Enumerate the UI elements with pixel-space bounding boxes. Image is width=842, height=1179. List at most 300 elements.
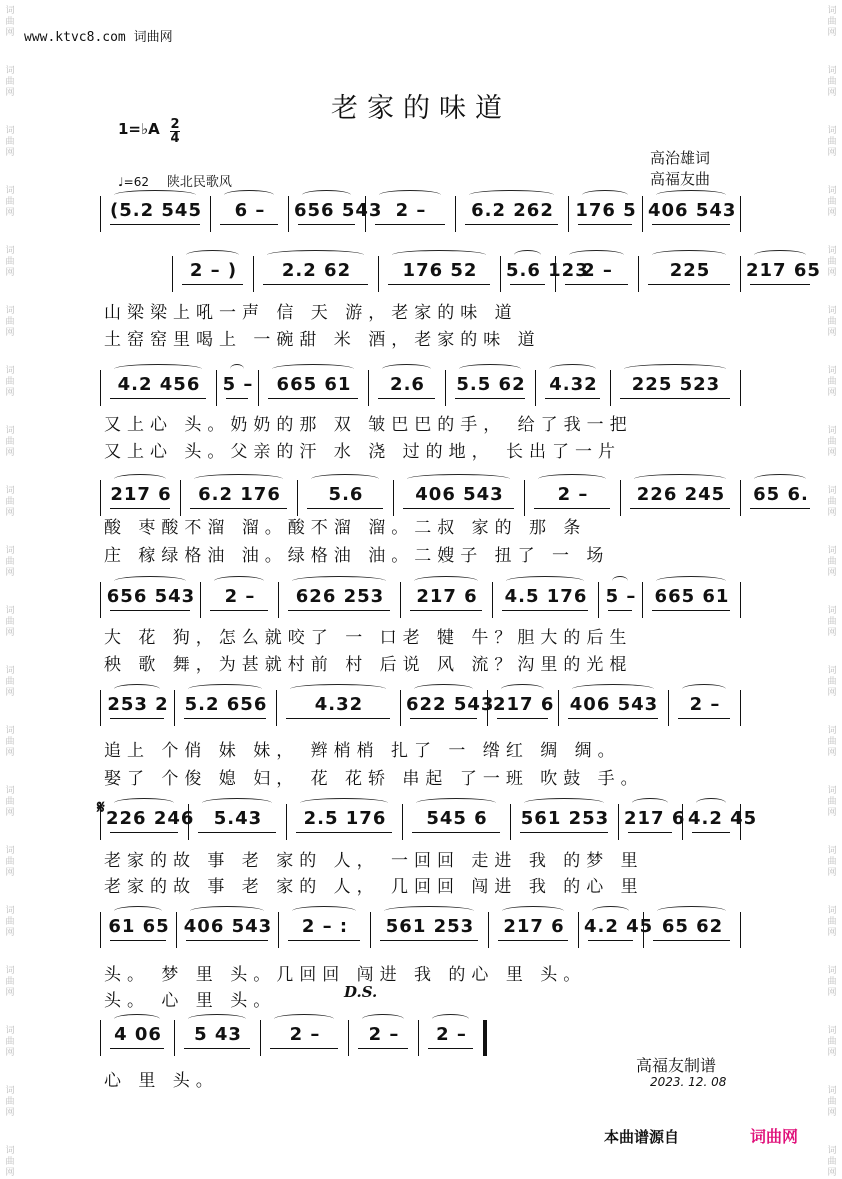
- slur-mark: [432, 1014, 469, 1024]
- beam-line: [403, 508, 514, 509]
- slur-mark: [506, 576, 584, 586]
- slur-mark: [407, 474, 510, 484]
- measure-notes: 226 245: [636, 484, 726, 505]
- slur-mark: [624, 364, 726, 374]
- barline: [216, 370, 217, 406]
- score-row: [100, 582, 740, 618]
- barline: [740, 196, 741, 232]
- measure-notes: 217 6: [493, 694, 555, 715]
- lyric-line-verse-1: 大 花 狗，怎么就咬了 一 口老 犍 牛？胆大的后生: [104, 628, 633, 648]
- slur-mark: [382, 364, 431, 374]
- beam-line: [210, 610, 268, 611]
- measure-notes: 217 6: [110, 484, 172, 505]
- beam-line: [502, 610, 588, 611]
- measure-notes: 2 –: [436, 1024, 467, 1045]
- score-row: [100, 480, 809, 516]
- measure-notes: 226 246: [106, 808, 195, 829]
- segno-sign: 𝄋: [97, 797, 105, 818]
- beam-line: [110, 398, 206, 399]
- watermark-text: 词 曲 网: [827, 966, 837, 998]
- watermark-text: 词 曲 网: [827, 426, 837, 458]
- beam-line: [565, 284, 628, 285]
- beam-line: [296, 832, 392, 833]
- measure-notes: 5.5 62: [456, 374, 526, 395]
- barline: [740, 256, 741, 292]
- watermark-text: 词 曲 网: [827, 1086, 837, 1118]
- site-url-text[interactable]: www.ktvc8.com: [24, 30, 126, 45]
- measure-notes: 2 – :: [301, 916, 349, 937]
- slur-mark: [114, 906, 162, 916]
- watermark-text: 词 曲 网: [827, 486, 837, 518]
- measure-notes: 217 6: [624, 808, 686, 829]
- beam-line: [628, 832, 672, 833]
- watermark-text: 词 曲 网: [5, 546, 15, 578]
- watermark-text: 词 曲 网: [5, 426, 15, 458]
- time-signature-bottom: 4: [170, 131, 180, 146]
- slur-mark: [416, 798, 496, 808]
- watermark-text: 词 曲 网: [827, 306, 837, 338]
- beam-line: [380, 940, 478, 941]
- barline: [558, 690, 559, 726]
- slur-mark: [114, 576, 186, 586]
- slur-mark: [302, 190, 351, 200]
- watermark-text: 词 曲 网: [827, 186, 837, 218]
- style-mark: 陕北民歌风: [166, 175, 232, 190]
- measure-notes: 4 06: [114, 1024, 162, 1045]
- beam-line: [608, 610, 632, 611]
- barline: [260, 1020, 261, 1056]
- beam-line: [455, 398, 525, 399]
- beam-line: [520, 832, 608, 833]
- barline: [642, 582, 643, 618]
- measure-notes: 4.32: [314, 694, 364, 715]
- barline: [618, 804, 619, 840]
- slur-mark: [114, 1014, 160, 1024]
- measure-notes: 4.2 456: [117, 374, 201, 395]
- tempo-line: [118, 171, 232, 190]
- watermark-text: 词 曲 网: [827, 1146, 837, 1178]
- measure-notes: 253 2: [107, 694, 169, 715]
- slur-mark: [634, 474, 726, 484]
- lyric-line-verse-1: 山梁梁上吼一声 信 天 游，老家的味 道: [104, 303, 518, 323]
- measure-notes: 2 – ): [189, 260, 238, 281]
- slur-mark: [652, 250, 726, 260]
- slur-mark: [214, 576, 264, 586]
- barline: [393, 480, 394, 516]
- beam-line: [110, 508, 170, 509]
- barline: [288, 196, 289, 232]
- measure-notes: 406 543: [183, 916, 273, 937]
- barline: [740, 480, 741, 516]
- watermark-text: 词 曲 网: [5, 666, 15, 698]
- measure-notes: 2 –: [395, 200, 427, 221]
- beam-line: [286, 718, 390, 719]
- slur-mark: [114, 474, 166, 484]
- beam-line: [184, 1048, 250, 1049]
- measure-notes: 561 253: [385, 916, 475, 937]
- barline: [500, 256, 501, 292]
- measure-notes: 406 543: [569, 694, 659, 715]
- beam-line: [268, 398, 358, 399]
- barline: [278, 912, 279, 948]
- barline: [578, 912, 579, 948]
- lyric-line-verse-1: 老家的故 事 老 家的 人， 一回回 走进 我 的梦 里: [104, 851, 644, 871]
- slur-mark: [272, 364, 354, 374]
- slur-mark: [194, 474, 283, 484]
- watermark-text: 词 曲 网: [827, 786, 837, 818]
- watermark-text: 词 曲 网: [5, 1026, 15, 1058]
- arrange-date: 2023. 12. 08: [650, 1075, 727, 1089]
- slur-mark: [572, 684, 654, 694]
- measure-notes: 217 6: [416, 586, 478, 607]
- slur-mark: [392, 250, 486, 260]
- watermark-text: 词 曲 网: [5, 606, 15, 638]
- beam-line: [428, 1048, 473, 1049]
- slur-mark: [311, 474, 379, 484]
- slur-mark: [114, 684, 160, 694]
- watermark-text: 词 曲 网: [827, 726, 837, 758]
- beam-line: [648, 284, 730, 285]
- measure-notes: 2.5 176: [303, 808, 387, 829]
- beam-line: [534, 508, 610, 509]
- beam-line: [578, 224, 632, 225]
- measure-notes: 2 –: [689, 694, 721, 715]
- beam-line: [190, 508, 287, 509]
- beam-line: [307, 508, 383, 509]
- watermark-text: 词 曲 网: [5, 6, 15, 38]
- slur-mark: [384, 906, 474, 916]
- barline: [378, 256, 379, 292]
- barline: [253, 256, 254, 292]
- beam-line: [220, 224, 278, 225]
- beam-line: [630, 508, 730, 509]
- barline: [210, 196, 211, 232]
- lyric-line-verse-2: 秧 歌 舞，为甚就村前 村 后说 风 流？沟里的光棍: [104, 655, 633, 675]
- barline: [200, 582, 201, 618]
- left-watermark-strip: [2, 0, 18, 1178]
- beam-line: [692, 832, 730, 833]
- beam-line: [263, 284, 368, 285]
- watermark-text: 词 曲 网: [5, 486, 15, 518]
- slur-mark: [224, 190, 274, 200]
- barline: [568, 196, 569, 232]
- beam-line: [588, 940, 633, 941]
- measure-notes: 5.43: [213, 808, 263, 829]
- beam-line: [270, 1048, 338, 1049]
- measure-notes: 225 523: [631, 374, 721, 395]
- slur-mark: [190, 906, 264, 916]
- watermark-text: 词 曲 网: [5, 1146, 15, 1178]
- watermark-text: 词 曲 网: [827, 366, 837, 398]
- slur-mark: [274, 1014, 334, 1024]
- barline: [445, 370, 446, 406]
- beam-line: [198, 832, 276, 833]
- beam-line: [652, 224, 730, 225]
- beam-line: [226, 398, 248, 399]
- slur-mark: [656, 190, 726, 200]
- beam-line: [653, 940, 730, 941]
- beam-line: [288, 940, 360, 941]
- slur-mark: [114, 364, 202, 374]
- watermark-text: 词 曲 网: [827, 666, 837, 698]
- barline: [276, 690, 277, 726]
- measure-notes: 2.6: [390, 374, 425, 395]
- measure-notes: 176 5: [575, 200, 637, 221]
- measure-notes: 2.2 62: [281, 260, 352, 281]
- lyric-line-verse-1: 酸 枣酸不溜 溜。酸不溜 溜。二叔 家的 那 条: [104, 518, 587, 538]
- beam-line: [678, 718, 730, 719]
- slur-mark: [696, 798, 726, 808]
- measure-notes: 545 6: [426, 808, 488, 829]
- measure-notes: 4.32: [549, 374, 598, 395]
- composer: 高福友曲: [650, 170, 711, 188]
- song-title: 老家的味道: [331, 93, 511, 124]
- lyric-line-verse-2: 又上心 头。父亲的汗 水 浇 过的地， 长出了一片: [104, 442, 622, 462]
- lyric-line-verse-2: 庄 稼绿格油 油。绿格油 油。二嫂子 扭了 一 场: [104, 546, 610, 566]
- watermark-text: 词 曲 网: [827, 906, 837, 938]
- barline: [278, 582, 279, 618]
- lyric-line-verse-1: 头。 梦 里 头。几回回 闯进 我 的心 里 头。: [104, 965, 587, 985]
- beam-line: [184, 718, 266, 719]
- slur-mark: [657, 906, 726, 916]
- measure-notes: 2 –: [368, 1024, 400, 1045]
- watermark-text: 词 曲 网: [827, 606, 837, 638]
- watermark-text: 词 曲 网: [827, 66, 837, 98]
- measure-notes: 2 –: [224, 586, 256, 607]
- barline: [740, 370, 741, 406]
- ds-mark: D.S.: [344, 983, 378, 1001]
- watermark-text: 词 曲 网: [5, 66, 15, 98]
- barline: [368, 370, 369, 406]
- barline: [638, 256, 639, 292]
- slur-mark: [188, 684, 262, 694]
- slur-mark: [569, 250, 624, 260]
- slur-mark: [202, 798, 272, 808]
- slur-mark: [362, 1014, 404, 1024]
- beam-line: [410, 610, 482, 611]
- slur-mark: [414, 576, 478, 586]
- watermark-text: 词 曲 网: [827, 246, 837, 278]
- beam-line: [110, 940, 166, 941]
- barline: [668, 690, 669, 726]
- slur-mark: [290, 684, 386, 694]
- beam-line: [498, 940, 568, 941]
- slur-mark: [292, 576, 386, 586]
- beam-line: [410, 718, 477, 719]
- measure-notes: 406 543: [648, 200, 737, 221]
- barline: [400, 582, 401, 618]
- beam-line: [750, 508, 810, 509]
- slur-mark: [300, 798, 388, 808]
- slur-mark: [188, 1014, 246, 1024]
- measure-notes: 4.5 176: [504, 586, 588, 607]
- beam-line: [497, 718, 548, 719]
- barline: [740, 912, 741, 948]
- beam-line: [378, 398, 435, 399]
- measure-notes: 176 52: [402, 260, 478, 281]
- watermark-text: 词 曲 网: [827, 126, 837, 158]
- watermark-text: 词 曲 网: [5, 1086, 15, 1118]
- barline: [100, 480, 101, 516]
- watermark-text: 词 曲 网: [827, 846, 837, 878]
- barline: [100, 1020, 101, 1056]
- slur-mark: [469, 190, 554, 200]
- slur-mark: [582, 190, 628, 200]
- score-row: [100, 1020, 740, 1056]
- beam-line: [110, 224, 200, 225]
- watermark-text: 词 曲 网: [5, 906, 15, 938]
- measure-notes: 2 –: [289, 1024, 321, 1045]
- measure-notes: 665 61: [654, 586, 730, 607]
- slur-mark: [379, 190, 441, 200]
- time-signature-top: 2: [170, 117, 180, 132]
- tempo-mark: ♩=62: [118, 175, 149, 189]
- barline: [488, 912, 489, 948]
- score-row: [100, 804, 758, 840]
- slur-mark: [114, 798, 174, 808]
- measure-notes: 406 543: [415, 484, 504, 505]
- score-row: [100, 912, 740, 948]
- score-row: [100, 196, 740, 232]
- barline: [620, 480, 621, 516]
- slur-mark: [524, 798, 604, 808]
- slur-mark: [549, 364, 596, 374]
- watermark-text: 词 曲 网: [5, 786, 15, 818]
- barline: [418, 1020, 419, 1056]
- measure-notes: 61 65: [108, 916, 170, 937]
- site-name: 词曲网: [133, 30, 173, 45]
- barline: [455, 196, 456, 232]
- beam-line: [465, 224, 558, 225]
- barline: [740, 690, 741, 726]
- slur-mark: [186, 250, 239, 260]
- barline: [510, 804, 511, 840]
- slur-mark: [754, 250, 806, 260]
- watermark-text: 词 曲 网: [827, 546, 837, 578]
- barline: [740, 582, 741, 618]
- barline: [174, 1020, 175, 1056]
- barline: [100, 582, 101, 618]
- watermark-text: 词 曲 网: [5, 186, 15, 218]
- barline: [100, 370, 101, 406]
- measure-notes: 665 61: [276, 374, 352, 395]
- lyric-line-verse-2: 娶了 个俊 媳 妇， 花 花轿 串起 了一班 吹鼓 手。: [104, 769, 644, 789]
- slur-mark: [459, 364, 521, 374]
- key-signature: 1=♭A: [118, 120, 160, 138]
- beam-line: [750, 284, 810, 285]
- measure-notes: 5.6: [328, 484, 364, 505]
- barline: [100, 690, 101, 726]
- beam-line: [298, 224, 355, 225]
- beam-line: [412, 832, 500, 833]
- measure-notes: 4.2 45: [584, 916, 654, 937]
- measure-notes: 561 253: [520, 808, 610, 829]
- barline: [258, 370, 259, 406]
- final-barline: [483, 1020, 487, 1056]
- beam-line: [510, 284, 545, 285]
- arranger: 高福友制谱: [636, 1056, 717, 1075]
- measure-notes: 5.6 123: [506, 260, 589, 281]
- measure-notes: 5.2 656: [184, 694, 268, 715]
- beam-line: [186, 940, 268, 941]
- beam-line: [110, 718, 164, 719]
- barline: [100, 912, 101, 948]
- measure-notes: 656 543: [294, 200, 383, 221]
- lyricist: 高治雄词: [650, 149, 711, 167]
- lyric-line-verse-1: 又上心 头。奶奶的那 双 皱巴巴的手， 给了我一把: [104, 415, 633, 435]
- measure-notes: 656 543: [106, 586, 196, 607]
- site-url[interactable]: [24, 26, 173, 45]
- measure-notes: 5 –: [605, 586, 637, 607]
- barline: [402, 804, 403, 840]
- barline: [610, 370, 611, 406]
- score-row: [100, 690, 740, 726]
- lyric-line-verse-1: 心 里 头。: [104, 1071, 219, 1091]
- slur-mark: [592, 906, 629, 916]
- slur-mark: [538, 474, 606, 484]
- barline: [492, 582, 493, 618]
- measure-notes: 5 –: [222, 374, 254, 395]
- slur-mark: [754, 474, 806, 484]
- barline: [348, 1020, 349, 1056]
- watermark-text: 词 曲 网: [5, 846, 15, 878]
- measure-notes: 6.2 176: [198, 484, 281, 505]
- slur-mark: [414, 684, 473, 694]
- watermark-text: 词 曲 网: [5, 306, 15, 338]
- score-row: [100, 256, 821, 292]
- barline: [100, 196, 101, 232]
- lyric-line-verse-2: 老家的故 事 老 家的 人， 几回回 闯进 我 的心 里: [104, 877, 644, 897]
- slur-mark: [612, 576, 628, 586]
- beam-line: [288, 610, 390, 611]
- barline: [642, 196, 643, 232]
- slur-mark: [514, 250, 541, 260]
- beam-line: [652, 610, 730, 611]
- slur-mark: [292, 906, 356, 916]
- beam-line: [388, 284, 490, 285]
- barline: [400, 690, 401, 726]
- watermark-text: 词 曲 网: [5, 966, 15, 998]
- lyric-line-verse-2: 土窑窑里喝上 一碗甜 米 酒，老家的味 道: [104, 330, 541, 350]
- measure-notes: 2 –: [557, 484, 589, 505]
- beam-line: [110, 610, 190, 611]
- measure-notes: 6.2 262: [471, 200, 554, 221]
- beam-line: [568, 718, 658, 719]
- beam-line: [110, 832, 178, 833]
- barline: [172, 256, 173, 292]
- measure-notes: 4.2 45: [688, 808, 758, 829]
- score-row: [100, 370, 740, 406]
- watermark-text: 词 曲 网: [827, 1026, 837, 1058]
- measure-notes: 65 6.: [753, 484, 809, 505]
- measure-notes: (5.2 545: [110, 200, 202, 221]
- measure-notes: 6 –: [234, 200, 266, 221]
- credits: [650, 148, 710, 190]
- watermark-text: 词 曲 网: [5, 726, 15, 758]
- barline: [286, 804, 287, 840]
- source-brand-link[interactable]: 词曲网: [750, 1127, 799, 1146]
- measure-notes: 622 543: [406, 694, 495, 715]
- beam-line: [182, 284, 243, 285]
- barline: [524, 480, 525, 516]
- slur-mark: [656, 576, 726, 586]
- slur-mark: [682, 684, 726, 694]
- right-watermark-strip: [824, 0, 840, 1178]
- measure-notes: 217 6: [503, 916, 565, 937]
- watermark-text: 词 曲 网: [827, 6, 837, 38]
- slur-mark: [501, 684, 544, 694]
- slur-mark: [230, 364, 244, 374]
